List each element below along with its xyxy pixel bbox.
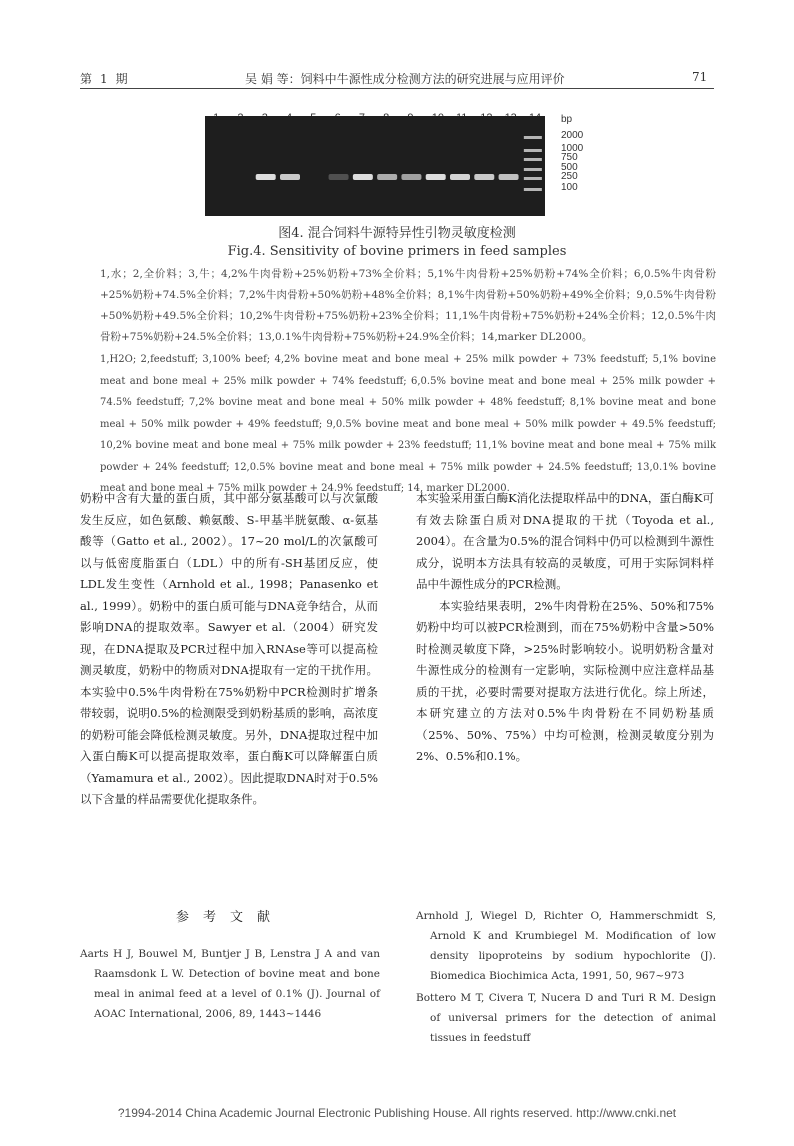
gel-band [426,174,446,180]
gel-band [329,174,349,180]
body-column-left [80,488,378,811]
bp-unit: bp [561,114,573,125]
gel-band [280,174,300,180]
gel-band [401,174,421,180]
marker-band [524,188,542,191]
gel-band [499,174,519,180]
bp-tick-label: 2000 [561,130,584,141]
header-rule [80,88,714,89]
body-paragraph: 本实验结果表明，2%牛肉骨粉在25%、50%和75%奶粉中均可以被PCR检测到，而在75%奶粉中含量>50%时检测灵敏度下降，>25%时影响较小。说明奶粉含量对牛源性成分的检测有一定影响，实际检测中应注意样品基质的干扰，必要时需要对提取方法进行优化。综上所述，本研究建立的方法对0.5%牛肉骨粉在不同奶粉基质（25%、50%、75%）中均可检测，检测灵敏度分别为2%、0.5%和0.1%。 [416,598,714,763]
marker-band [524,136,542,139]
gel-band [377,174,397,180]
reference-item: Bottero M T, Civera T, Nucera D and Turi R M. Design of universal primers for the detection of animal tissues in feedstuff [416,992,716,1044]
marker-band [524,149,542,152]
bp-tick-label: 250 [561,171,578,182]
bp-tick-label: 100 [561,182,578,193]
body-column-right [416,488,714,768]
gel-background [205,116,545,216]
bp-tick-label: 1000 [561,143,584,154]
gel-band [474,174,494,180]
gel-band [450,174,470,180]
references-left [80,944,380,1026]
running-title: 吴 娟 等：饲料中牛源性成分检测方法的研究进展与应用评价 [245,72,565,86]
references-heading: 参考文献 [175,910,284,925]
body-paragraph: 本实验采用蛋白酶K消化法提取样品中的DNA，蛋白酶K可有效去除蛋白质对DNA提取的干扰（Toyoda et al., 2004）。在含量为0.5%的混合饲料中仍可以检测到牛源性成分，说明本方法具有较高的灵敏度，可用于实际饲料样品中牛源性成分的PCR检测。 [416,491,714,591]
marker-band [524,177,542,180]
bp-tick-label: 500 [561,162,578,173]
marker-band [524,158,542,161]
marker-band [524,168,542,171]
page-number: 71 [692,70,708,84]
figure-legend-en: 1,H2O; 2,feedstuff; 3,100% beef; 4,2% bovine meat and bone meal + 25% milk powder + 73% feedstuff; 5,1% bovine meat and bone meal + 25% milk powder + 74% feedstuff; 6,0.5% bovine meat and bone meal + 25% milk powder + 74.5% feedstuff; 7,2% bovine meat and bone meal + 50% milk powder + 48% feedstuff; 8,1% bovine meat and bone meal + 50% milk powder + 49% feedstuff; 9,0.5% bovine meat and bone meal + 50% milk powder + 49.5% feedstuff; 10,2% bovine meat and bone meal + 75% milk powder + 23% feedstuff; 11,1% bovine meat and bone meal + 75% milk powder + 24% feedstuff; 12,0.5% bovine meat and bone meal + 75% milk powder + 24.5% feedstuff; 13,0.1% bovine meat and bone meal + 75% milk powder + 24.9% feedstuff; 14, marker DL2000. [100,354,716,494]
figure-legend-cn: 1,水；2,全价料；3,牛；4,2%牛肉骨粉+25%奶粉+73%全价料；5,1%牛肉骨粉+25%奶粉+74%全价料；6,0.5%牛肉骨粉+25%奶粉+74.5%全价料；7,2%牛肉骨粉+50%奶粉+48%全价料；8,1%牛肉骨粉+50%奶粉+49%全价料；9,0.5%牛肉骨粉+50%奶粉+49.5%全价料；10,2%牛肉骨粉+75%奶粉+23%全价料；11,1%牛肉骨粉+75%奶粉+24%全价料；12,0.5%牛肉骨粉+75%奶粉+24.5%全价料；13,0.1%牛肉骨粉+75%奶粉+24.9%全价料；14,marker DL2000。 [100,268,716,343]
gel-image [205,116,580,216]
body-paragraph: 奶粉中含有大量的蛋白质，其中部分氨基酸可以与次氯酸发生反应，如色氨酸、赖氨酸、S-甲基半胱氨酸、α-氨基酸等（Gatto et al., 2002）。17~20 mol/L的次氯酸可以与低密度脂蛋白（LDL）中的所有-SH基团反应，使LDL发生变性（Arnhold et al., 1998；Panasenko et al., 1999）。奶粉中的蛋白质可能与DNA竞争结合，从而影响DNA的提取效率。Sawyer et al.（2004）研究发现，在DNA提取及PCR过程中加入RNAse等可以提高检测灵敏度，奶粉中的物质对DNA提取有一定的干扰作用。本实验中0.5%牛肉骨粉在75%奶粉中PCR检测时扩增条带较弱，说明0.5%的检测限受到奶粉基质的影响，高浓度的奶粉可能会降低检测灵敏度。另外，DNA提取过程中加入蛋白酶K可以提高提取效率，蛋白酶K可以降解蛋白质（Yamamura et al., 2002）。因此提取DNA时对于0.5%以下含量的样品需要优化提取条件。 [80,491,378,806]
journal-issue: 第1期 [80,72,136,86]
gel-band [353,174,373,180]
references-right [416,906,716,1050]
figure-caption-cn: 图4. 混合饲料牛源特异性引物灵敏度检测 [278,226,516,241]
gel-band [256,174,276,180]
figure-caption-en: Fig.4. Sensitivity of bovine primers in feed samples [227,244,567,259]
copyright-footer: ?1994-2014 China Academic Journal Electronic Publishing House. All rights reserved. http://www.cnki.net [117,1106,677,1120]
bp-tick-label: 750 [561,152,578,163]
reference-item: Aarts H J, Bouwel M, Buntjer J B, Lenstra J A and van Raamsdonk L W. Detection of bovine meat and bone meal in animal feed at a level of 0.1% (J). Journal of AOAC International, 2006, 89, 1443~1446 [80,948,380,1020]
reference-item: Arnhold J, Wiegel D, Richter O, Hammerschmidt S, Arnold K and Krumbiegel M. Modification of low density lipoproteins by sodium hypochlorite (J). Biomedica Biochimica Acta, 1991, 50, 967~973 [416,910,716,982]
